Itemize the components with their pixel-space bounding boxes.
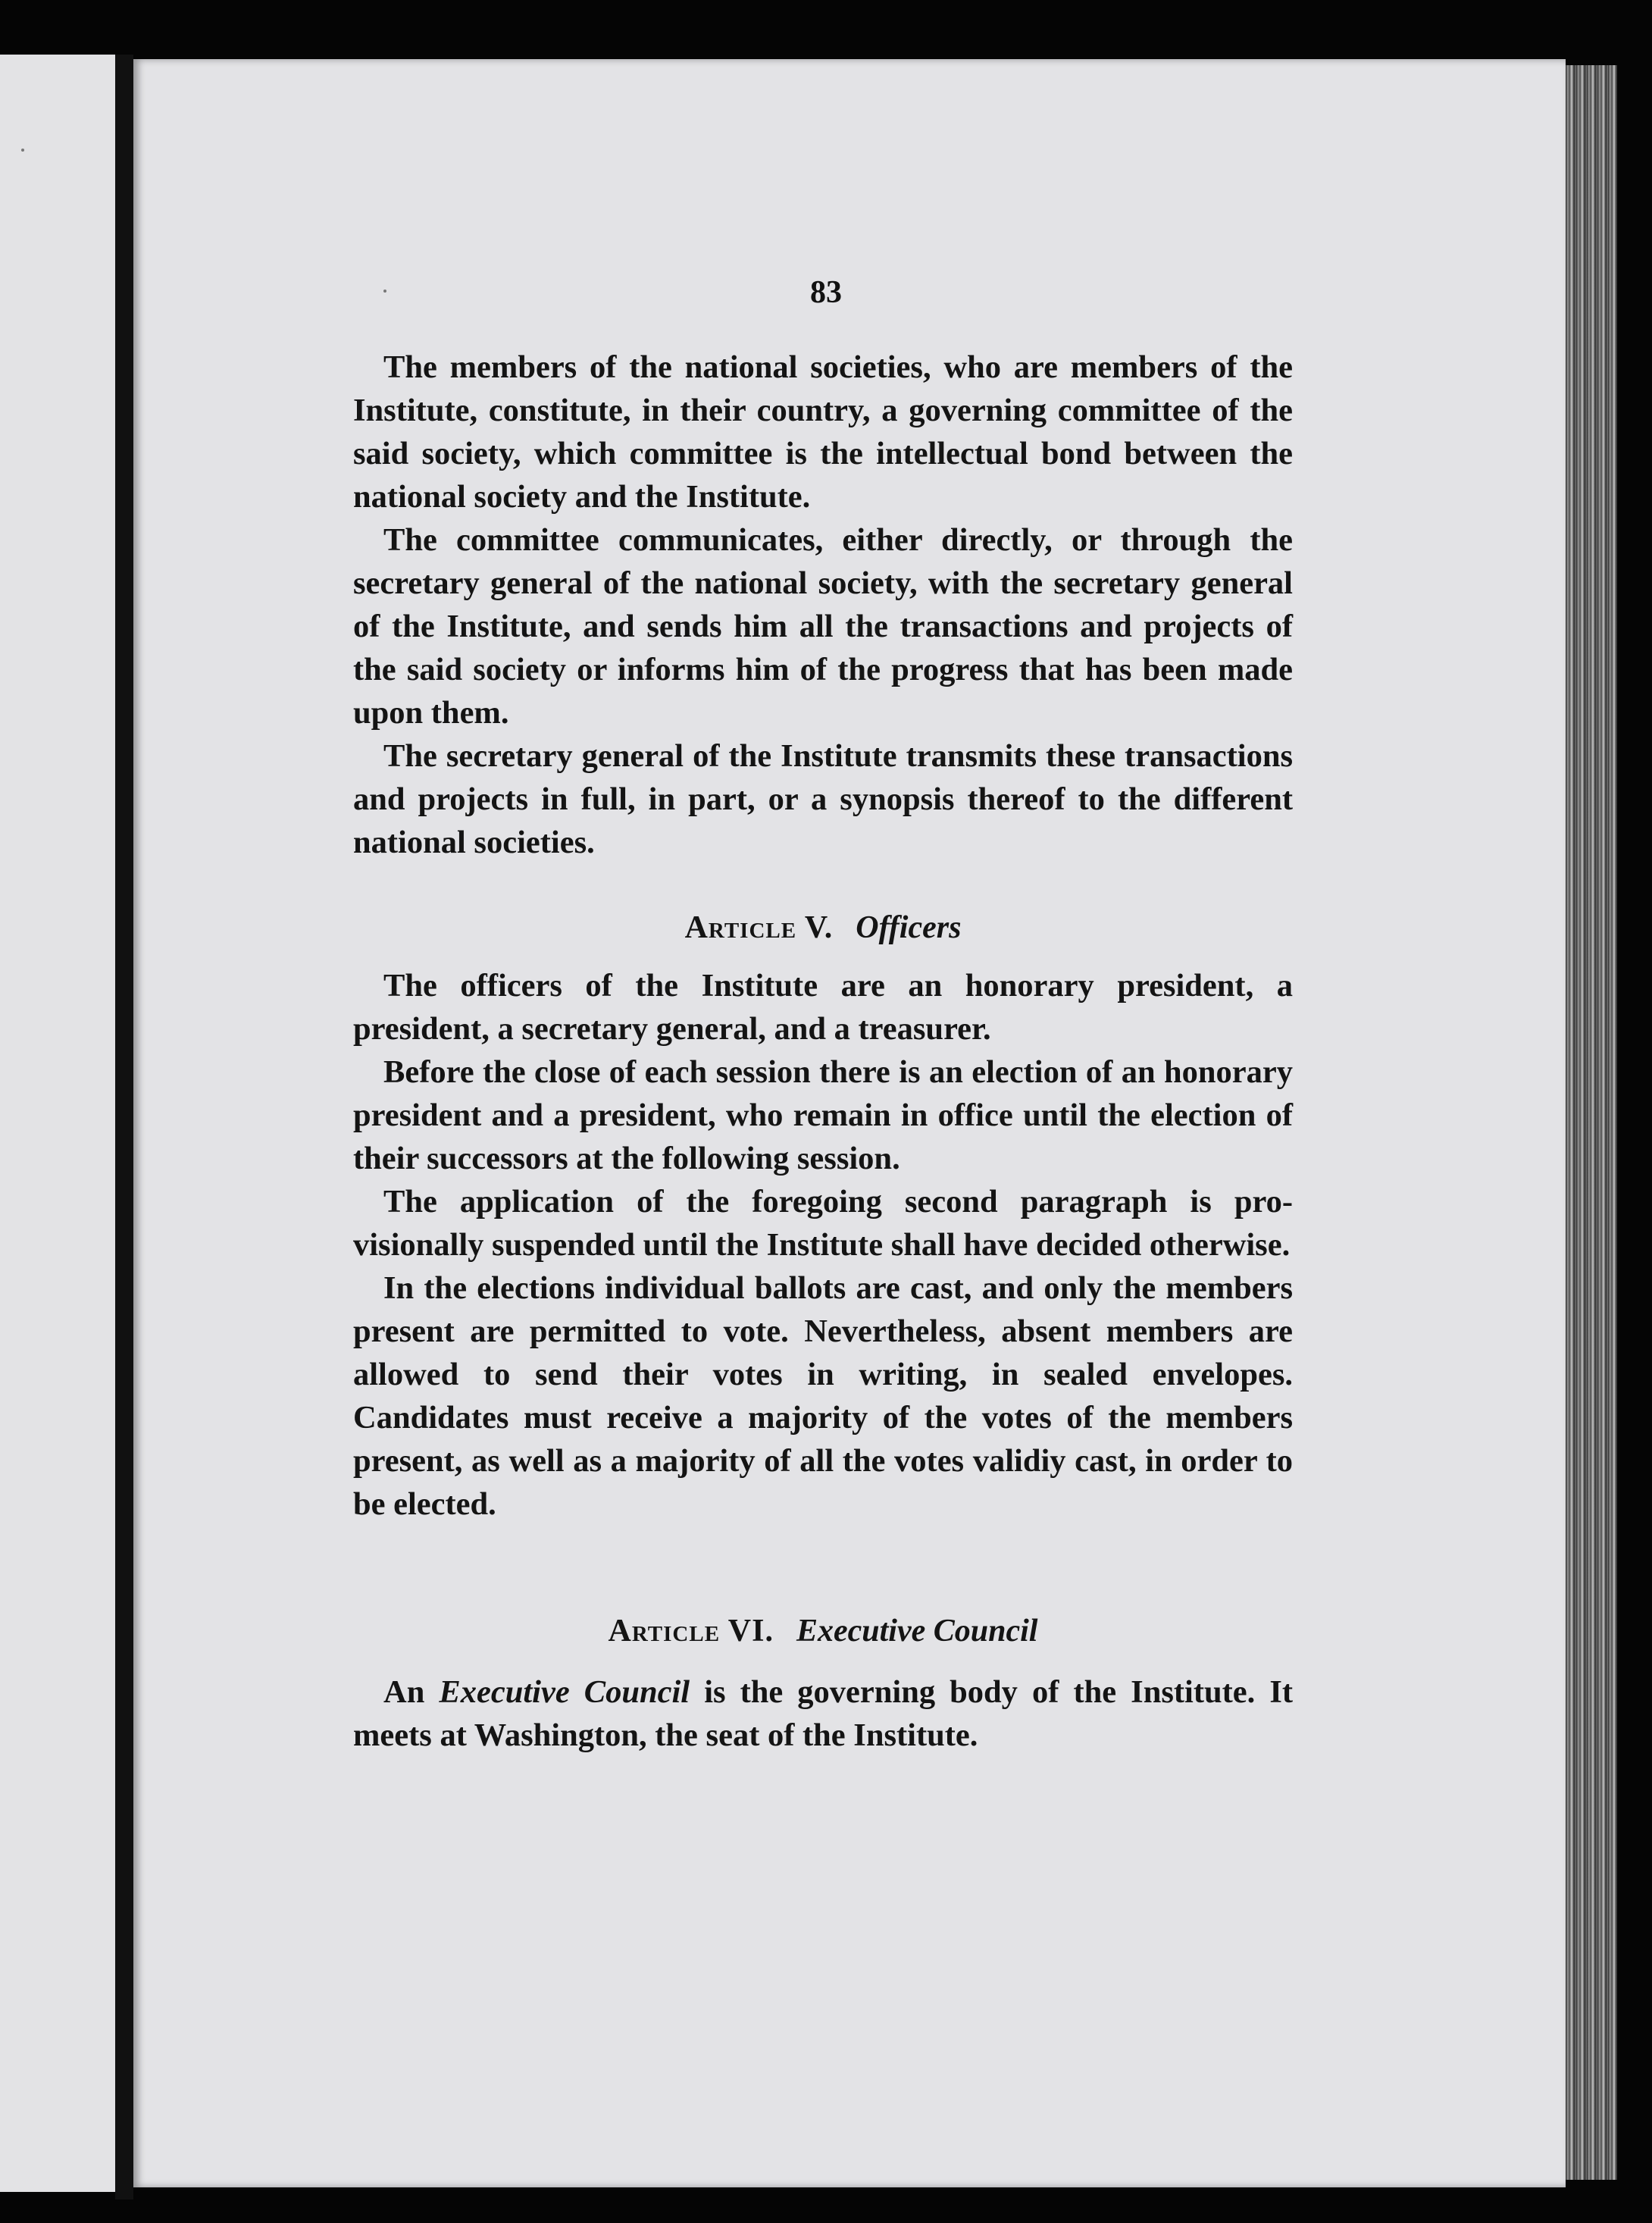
page-number: 83 [810, 275, 842, 310]
article-title: Officers [856, 910, 962, 945]
article-title: Executive Council [796, 1614, 1038, 1648]
para-italic-term: Executive Council [439, 1674, 690, 1710]
section-intro [353, 346, 1293, 864]
para-start: An [383, 1674, 425, 1710]
para-rest: is the governing body of the Institute. It meets at Washington, the seat of the Institute. [353, 1674, 1294, 1753]
article-vi-body [353, 1670, 1293, 1757]
page-stack-edges [1566, 65, 1617, 2180]
paragraph: The members of the national societies, who are members of the Institute, constitute, in their country, a governing committee of the said society, which committee is the intellectual bond between the national society and the Institute. [353, 349, 1293, 515]
article-label: Article VI. [608, 1614, 774, 1648]
left-page-edge [0, 55, 115, 2192]
paragraph: The committee communicates, either directly, or through the secretary general of the national society, with the secretary general of the Institute, and sends him all the transactions and projects of the said society or informs him of the progress that has been made upon them. [353, 522, 1293, 731]
article-label: Article V. [684, 910, 834, 945]
paragraph: Before the close of each session there is an election of an honorary president and a president, who remain in office until the election of their successors at the following session. [353, 1054, 1293, 1176]
article-vi-heading [353, 1613, 1293, 1649]
article-v-body [353, 964, 1293, 1526]
article-v-heading [353, 910, 1293, 946]
paragraph [353, 1670, 1293, 1757]
book-gutter [115, 55, 133, 2200]
speck-mark [21, 149, 24, 152]
paragraph: The officers of the Institute are an honorary president, a president, a secretary general, and a treasurer. [353, 968, 1293, 1047]
paragraph: In the elections individual ballots are cast, and only the members present are permitted to vote. Nevertheless, absent members are allowed to send their votes in writing, in sealed envelopes. Candidates must receive a majority of the votes of the members present, as well as a majority of all the votes validiy cast, in order to be elected. [353, 1270, 1293, 1522]
paragraph: The secretary general of the Institute transmits these transactions and projects in full, in part, or a synopsis thereof to the different national societies. [353, 738, 1293, 860]
paragraph: The application of the foregoing second paragraph is provisionally suspended until the Institute shall have decided otherwise. [353, 1184, 1293, 1263]
